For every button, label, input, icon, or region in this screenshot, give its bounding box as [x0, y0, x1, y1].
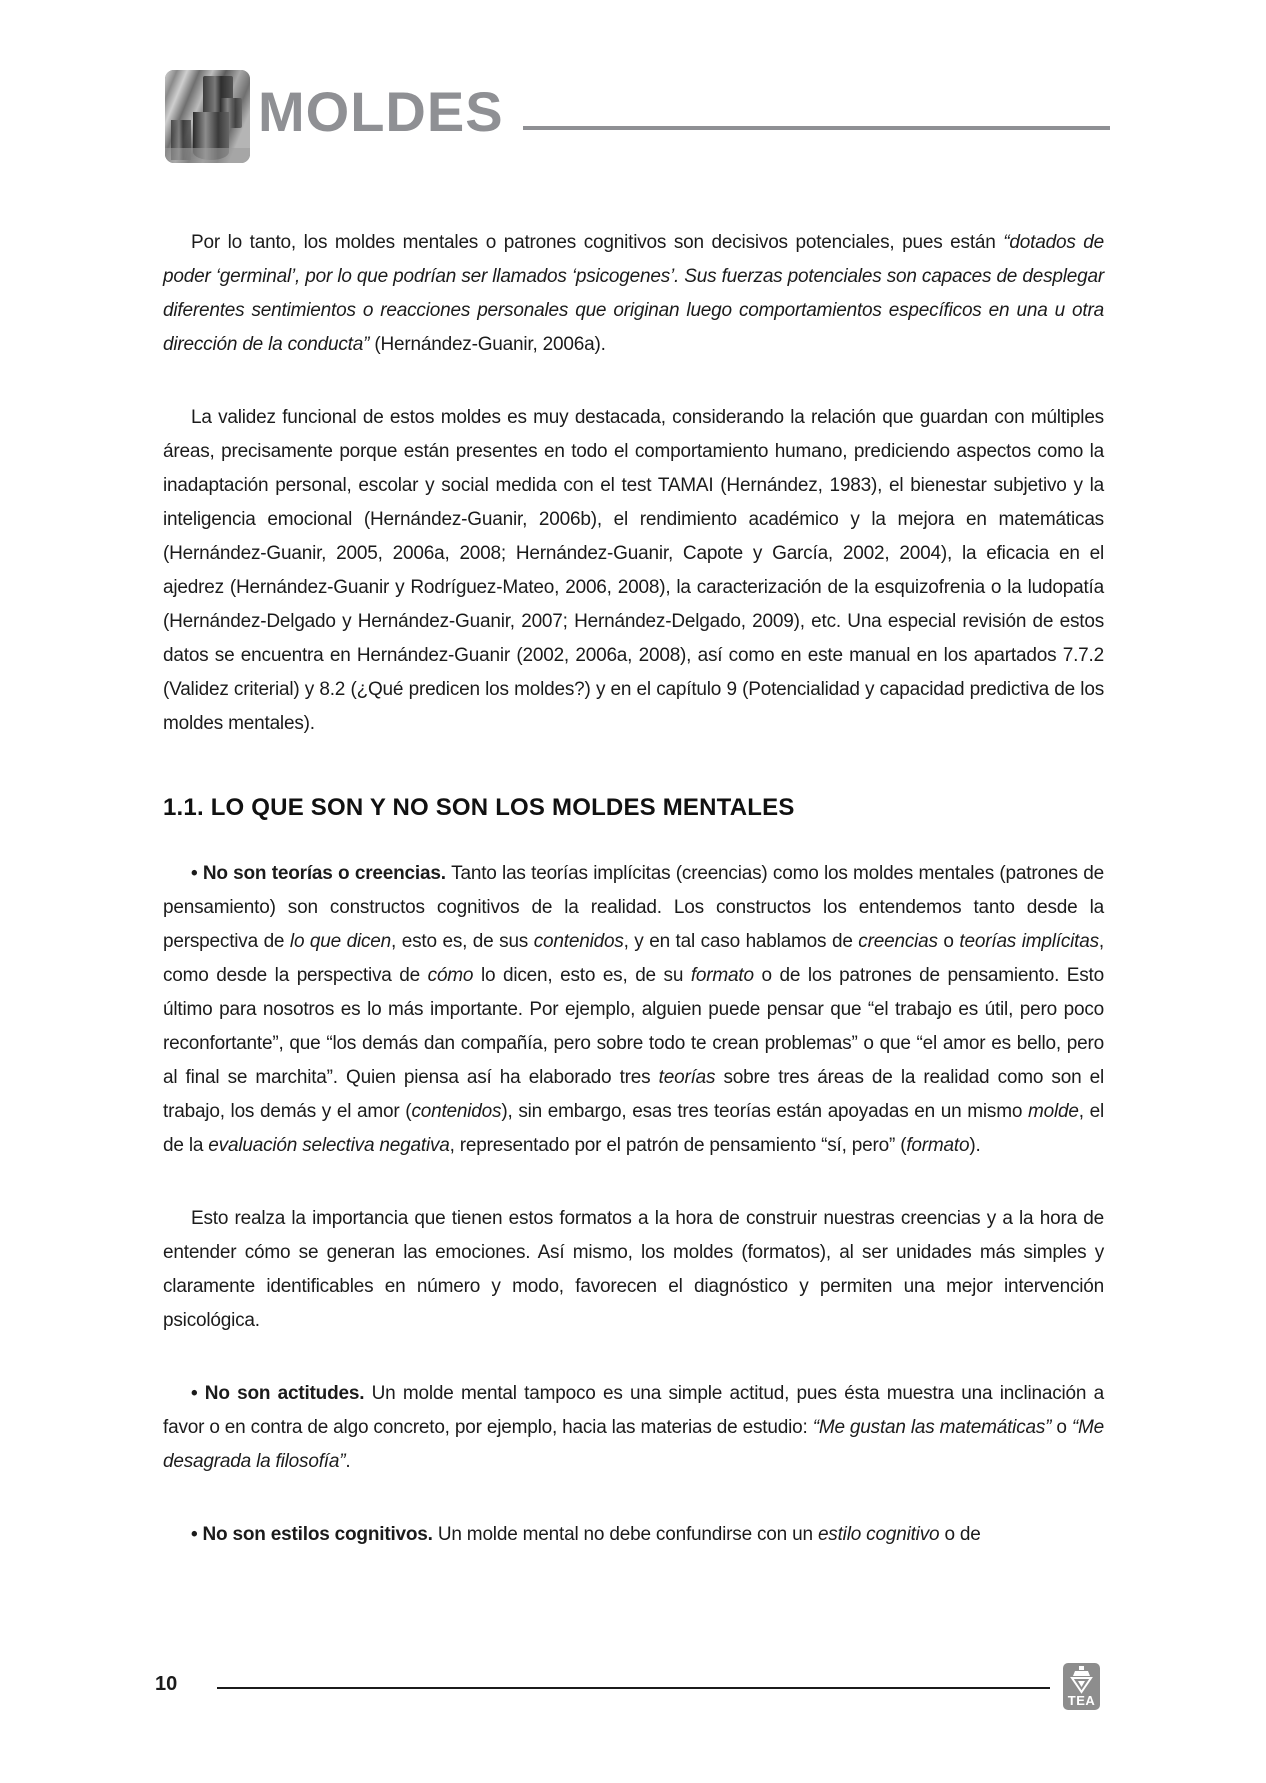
text-segment: formato [690, 965, 754, 986]
text-segment: contenidos [411, 1101, 502, 1122]
text-segment: contenidos [533, 931, 624, 952]
text-segment: (Hernández-Guanir, 2006a). [369, 334, 606, 355]
chapter-header-photo [165, 70, 250, 163]
text-segment: ). [969, 1135, 981, 1156]
page-title: MOLDES [258, 80, 504, 143]
text-segment: molde [1028, 1101, 1079, 1122]
text-segment: teorías implícitas [959, 931, 1099, 952]
text-segment: teorías [658, 1067, 716, 1088]
text-segment: o [1051, 1417, 1072, 1438]
text-segment: La validez funcional de estos moldes es muy destacada, considerando la relación que guardan con múltiples áreas, precisamente porque están presentes en todo el comportamiento humano, prediciendo aspectos como la inadaptación personal, escolar y social medida con el test TAMAI (Hernández, 1983), el bienestar subjetivo y la inteligencia emocional (Hernández-Guanir, 2006b), el rendimiento académico y la mejora en matemáticas (Hernández-Guanir, 2005, 2006a, 2008; Hernández-Guanir, Capote y García, 2002, 2004), la eficacia en el ajedrez (Hernández-Guanir y Rodríguez-Mateo, 2006, 2008), la caracterización de la esquizofrenia o la ludopatía (Hernández-Delgado y Hernández-Guanir, 2007; Hernández-Delgado, 2009), etc. Una especial revisión de estos datos se encuentra en Hernández-Guanir (2002, 2006a, 2008), así como en este manual en los apartados 7.7.2 (Validez criterial) y 8.2 (¿Qué predicen los moldes?) y en el capítulo 9 (Potencialidad y capacidad predictiva de los moldes mentales). [163, 407, 1104, 734]
text-segment: creencias [858, 931, 938, 952]
text-segment: • No son estilos cognitivos. [191, 1524, 438, 1545]
text-segment: o [937, 931, 960, 952]
tea-logo-text: TEA [1067, 1693, 1096, 1708]
text-segment: formato [906, 1135, 970, 1156]
body-paragraph [163, 401, 1104, 741]
text-segment: “dotados de poder ‘germinal’, por lo que podrían ser llamados ‘psicogenes’. Sus fuerzas potenciales son capaces de desplegar diferentes sentimientos o reacciones personales que originan luego comportamientos específicos en una u otra dirección de la conducta” [163, 232, 1105, 355]
text-segment: lo que dicen [289, 931, 392, 952]
title-divider-rule [523, 126, 1110, 130]
text-segment: • No son actitudes. [191, 1383, 372, 1404]
text-segment: . [345, 1451, 351, 1472]
body-content [163, 226, 1104, 1591]
text-segment: , esto es, de sus [391, 931, 534, 952]
text-segment: lo dicen, esto es, de su [473, 965, 691, 986]
tea-logo-icon [1063, 1663, 1100, 1710]
section-heading: 1.1. LO QUE SON Y NO SON LOS MOLDES MENTALES [163, 794, 795, 821]
text-segment: , y en tal caso hablamos de [623, 931, 859, 952]
text-segment: , representado por el patrón de pensamiento “sí, pero” ( [449, 1135, 907, 1156]
text-segment: cómo [427, 965, 474, 986]
bullet-paragraph [163, 1377, 1104, 1479]
text-segment: ), sin embargo, esas tres teorías están apoyadas en un mismo [501, 1101, 1028, 1122]
text-segment: Esto realza la importancia que tienen estos formatos a la hora de construir nuestras creencias y a la hora de entender cómo se generan las emociones. Así mismo, los moldes (formatos), al ser unidades más simples y claramente identificables en número y modo, favorecen el diagnóstico y permiten una mejor intervención psicológica. [163, 1208, 1104, 1331]
text-segment: sobre tres áreas de la realidad como son el trabajo, los demás y el amor ( [163, 1067, 1104, 1122]
text-segment: Un molde mental no debe confundirse con un [437, 1524, 818, 1545]
text-segment: Tanto las teorías implícitas (creencias) como los moldes mentales (patrones de pensamiento) son constructos cognitivos de la realidad. Los constructos los entendemos tanto desde la perspectiva de [163, 863, 1104, 952]
text-segment: estilo cognitivo [817, 1524, 940, 1545]
text-segment: • No son teorías o creencias. [191, 863, 452, 884]
text-segment: “Me gustan las matemáticas” [812, 1417, 1052, 1438]
text-segment: Por lo tanto, los moldes mentales o patrones cognitivos son decisivos potenciales, pues están [191, 232, 1004, 253]
footer-page-number: 10 [155, 1673, 178, 1695]
text-segment: “Me desagrada la filosofía” [163, 1417, 1104, 1472]
text-segment: , como desde la perspectiva de [163, 931, 1104, 986]
text-segment: Un molde mental tampoco es una simple actitud, pues ésta muestra una inclinación a favor o en contra de algo concreto, por ejemplo, hacia las materias de estudio: [163, 1383, 1104, 1438]
text-segment: o de [939, 1524, 981, 1545]
text-segment: o de los patrones de pensamiento. Esto último para nosotros es lo más importante. Por ejemplo, alguien puede pensar que “el trabajo es útil, pero poco reconfortante”, que “los demás dan compañía, pero sobre todo te crean problemas” o que “el amor es bello, pero al final se marchita”. Quien piensa así ha elaborado tres [163, 965, 1104, 1088]
footer-divider-rule [217, 1687, 1050, 1689]
tea-publisher-logo [1063, 1663, 1100, 1710]
body-paragraph [163, 1202, 1104, 1338]
body-paragraph [163, 226, 1104, 362]
molds-photo-art [165, 70, 250, 163]
text-segment: , el de la [163, 1101, 1104, 1156]
text-segment: evaluación selectiva negativa [208, 1135, 450, 1156]
bullet-paragraph [163, 1518, 1104, 1552]
bullet-paragraph [163, 857, 1104, 1163]
